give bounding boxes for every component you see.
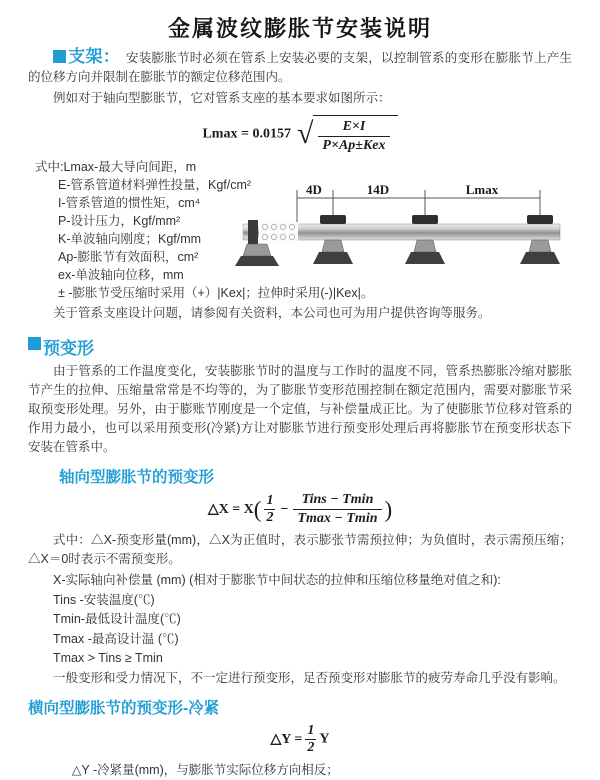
- temperature-fraction: [293, 492, 381, 527]
- fraction-numerator: Tins − Tmin: [293, 492, 381, 510]
- formula-lhs: △X = X: [207, 502, 254, 518]
- radical-sign-icon: √: [296, 117, 314, 150]
- fraction-denominator: P×Ap±Kex: [322, 138, 386, 154]
- definition-line: K-单波轴向刚度；Kgf/mm: [58, 232, 202, 247]
- predeform-section-label: 预变形: [43, 339, 94, 359]
- half-fraction: [264, 493, 275, 526]
- section-square-icon: [53, 50, 66, 63]
- formula-fraction: [318, 119, 389, 154]
- half-fraction: [305, 723, 316, 756]
- lateral-subsection-header: 横向型膨胀节的预变形-冷紧: [28, 700, 220, 718]
- axial-line: X-实际轴向补偿量 (mm) (相对于膨胀节中间状态的拉伸和压缩位移量绝对值之和):: [53, 573, 501, 588]
- fraction-numerator: E×I: [318, 119, 389, 137]
- definition-line: P-设计压力，Kgf/mm²: [58, 214, 181, 229]
- section-square-icon: [28, 337, 41, 350]
- support-note-text: 关于管系支座设计问题，请参阅有关资料，本公司也可为用户提供咨询等服务。: [53, 306, 491, 321]
- support-intro-text: 安装膨胀节时必须在管系上安装必要的支架，以控制管系的变形在膨胀节上产生的位移方向并限制在膨胀节的额定位移范围内。: [28, 51, 572, 84]
- document-page: [0, 12, 600, 777]
- support-intro-paragraph: [28, 47, 572, 87]
- definitions-block: [28, 158, 572, 302]
- open-paren: (: [253, 497, 262, 523]
- predeform-body-text: 由于管系的工作温度变化，安装膨胀节时的温度与工作时的温度不同，管系热膨胀冷缩对膨胀节产生的拉伸、压缩量常常是不均等的，为了膨胀节变形范围控制在额定范围内，需要对膨胀节采取预变形处理。另外，由于膨账节刚度是一个定值，与补偿量成正比。为了使膨胀节位移对管系的作用力最小，也可以采用预变形(冷紧)方让对膨胀节进行预变形处理后再将膨胀节在预变形状态下安装在管系中。: [28, 364, 572, 455]
- lateral-line-text: △Y -冷紧量(mm)，与膨胀节实际位移方向相反；: [71, 762, 339, 777]
- radical-root: [297, 115, 398, 154]
- page-title: 金属波纹膨胀节安装说明: [167, 16, 432, 41]
- predeform-section-header: [28, 334, 572, 359]
- axial-explain-text: 式中：△X-预变形量(mm)，△X为正值时，表示膨张节需预拉伸；为负值时，表示需预压缩；△X＝0时表示不需预变形。: [28, 533, 572, 567]
- support-example-text: 例如对于轴向型膨胀节，它对管系支座的基本要求如图所示：: [53, 91, 391, 105]
- definition-line: E-管系管道材料弹性投量，Kgf/cm²: [58, 178, 252, 193]
- axial-line: Tins -安装温度(℃): [53, 592, 155, 607]
- bellows: [258, 222, 298, 242]
- axial-line: Tmax > Tins ≥ Tmin: [53, 651, 163, 666]
- dim-label-lmax: Lmax: [465, 182, 499, 198]
- fraction-numerator: 1: [305, 723, 316, 740]
- formula-lhs: △Y =: [270, 732, 303, 748]
- dim-label-4d: 4D: [306, 182, 322, 198]
- fraction-denominator: 2: [307, 740, 315, 756]
- axial-line: Tmax -最高设计温 (℃): [53, 631, 179, 646]
- definition-line: ± -膨胀节受压缩时采用（+）|Kex|；拉伸时采用(-)|Kex|。: [58, 286, 374, 301]
- formula-lhs: Lmax = 0.0157: [202, 126, 291, 142]
- minus-operator: −: [280, 501, 289, 517]
- axial-predeform-formula: [28, 492, 572, 527]
- axial-subsection-header: 轴向型膨胀节的预变形: [59, 469, 215, 487]
- close-paren: ): [384, 497, 393, 523]
- axial-line: 一般变形和受力情况下，不一定进行预变形，足否预变形对膨胀节的疲劳寿命几乎没有影响。: [53, 670, 566, 685]
- guide-spacing-formula: [28, 115, 572, 154]
- definition-line: ex-单波轴向位移，mm: [58, 268, 184, 283]
- page-content: [0, 47, 600, 780]
- pipe-support-diagram: [243, 182, 595, 282]
- definition-line: I-管系管道的惯性矩，cm⁴: [58, 196, 201, 211]
- fraction-denominator: Tmax − Tmin: [297, 511, 378, 527]
- dim-label-14d: 14D: [366, 182, 390, 198]
- axial-definition-lines: [28, 571, 572, 688]
- fraction-denominator: 2: [266, 510, 274, 526]
- definition-line: 式中:Lmax-最大导向间距，m: [35, 160, 197, 175]
- formula-rhs: Y: [319, 731, 330, 747]
- radical-body: [313, 115, 397, 154]
- lateral-coldpull-formula: [28, 723, 572, 756]
- axial-line: Tmin-最低设计温度(℃): [53, 612, 181, 627]
- definition-line: Ap-膨胀节有效面积，cm²: [58, 250, 199, 265]
- support-section-label: 支架：: [68, 47, 120, 66]
- fraction-numerator: 1: [264, 493, 275, 510]
